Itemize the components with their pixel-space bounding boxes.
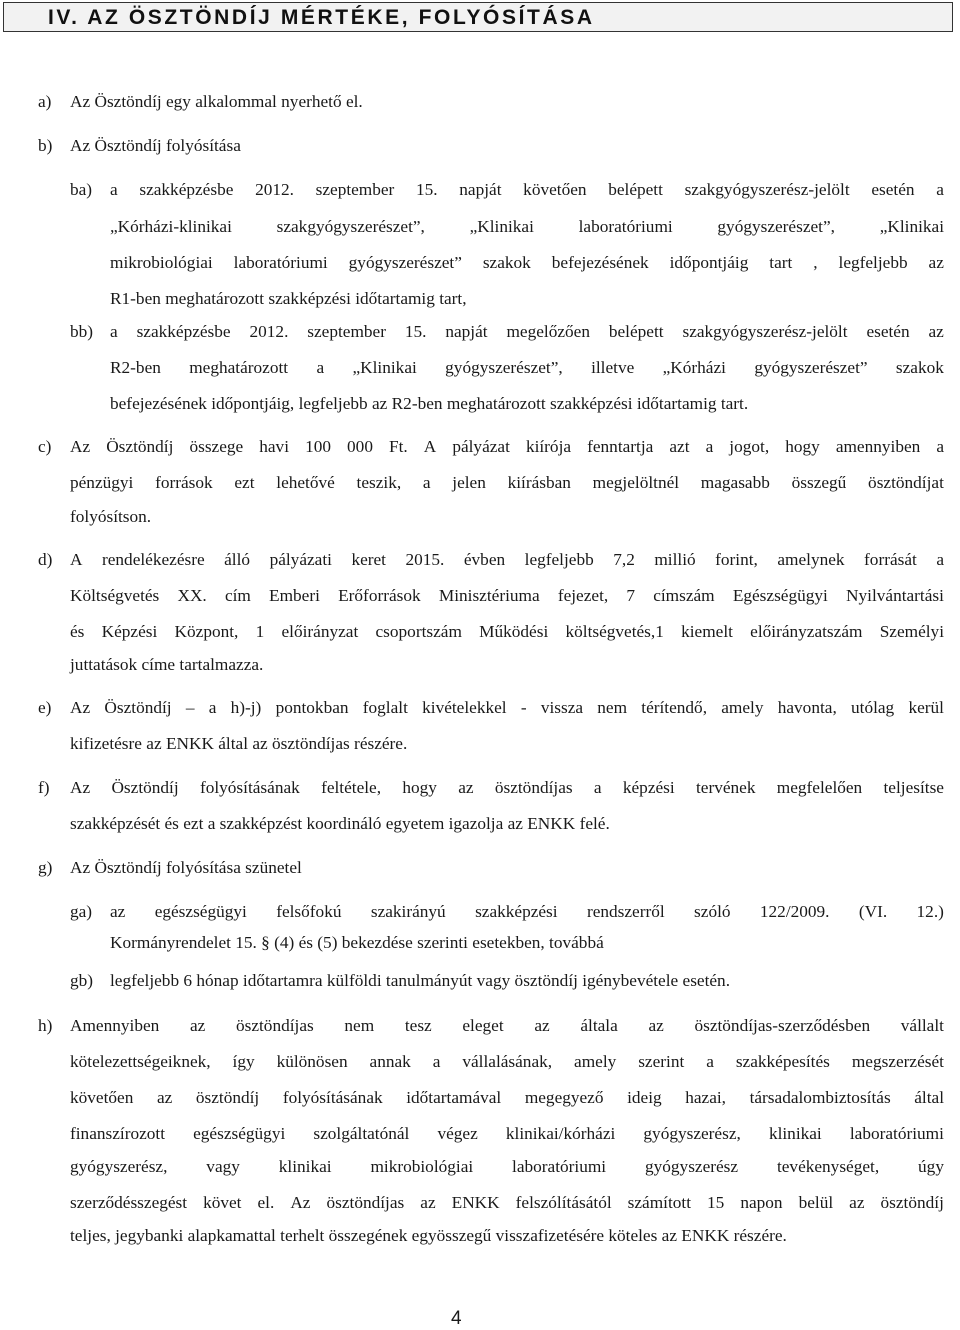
word: Egészségügyi (732, 586, 828, 605)
word: a (316, 358, 325, 377)
word: a (422, 473, 431, 492)
word: vagy (206, 1157, 240, 1176)
word: fejezet, (557, 586, 609, 605)
word: Ösztöndíj (111, 778, 179, 797)
word: klinikai/kórházi (505, 1124, 616, 1143)
word: egészségügyi (154, 902, 247, 921)
item-marker-f: f) (38, 778, 50, 797)
item-marker-a: a) (38, 92, 52, 111)
item-h-line: teljes, jegybanki alapkamattal terhelt összegének egyösszegű visszafizetésére köteles az ENKK részére. (70, 1226, 787, 1245)
item-marker-c: c) (38, 437, 52, 456)
word: gyógyszerészet”, (445, 358, 563, 377)
word: szakgyógyszerész-jelölt (682, 322, 848, 341)
word: teszik, (356, 473, 402, 492)
word: 122/2009. (759, 902, 830, 921)
word: laboratóriumi (233, 253, 328, 272)
word: magasabb (700, 473, 770, 492)
word: 7,2 (613, 550, 635, 569)
word: számított (627, 1193, 692, 1212)
word: az (458, 778, 474, 797)
item-d-line: juttatások címe tartalmazza. (70, 655, 264, 674)
word: Az (70, 437, 91, 456)
item-marker-h: h) (38, 1016, 53, 1035)
word: tevékenységet, (776, 1157, 880, 1176)
section-heading: IV. AZ ÖSZTÖNDÍJ MÉRTÉKE, FOLYÓSÍTÁSA (48, 6, 595, 29)
word: felszólításától (515, 1193, 612, 1212)
word: és (70, 622, 85, 641)
word: amelynek (777, 550, 845, 569)
word: képzési (622, 778, 675, 797)
item-d-line (70, 549, 944, 571)
word: ösztöndíjas (235, 1016, 314, 1035)
word: annak (369, 1052, 411, 1071)
word: keret (351, 550, 386, 569)
word: (VI. (858, 902, 888, 921)
word: így (232, 1052, 255, 1071)
word: úgy (918, 1157, 944, 1176)
item-d-line (70, 585, 944, 607)
word: szolgáltatónál (313, 1124, 410, 1143)
word: a (110, 180, 118, 199)
word: szerint (638, 1052, 685, 1071)
word: források (155, 473, 213, 492)
word: legfeljebb (838, 253, 908, 272)
word: gyógyszerészet” (348, 253, 462, 272)
word: A (70, 550, 83, 569)
word: havi (259, 437, 290, 456)
item-e-line (70, 697, 944, 719)
word: vállalt (900, 1016, 944, 1035)
word: a (706, 1052, 714, 1071)
word: pénzügyi (70, 473, 134, 492)
word: pályázat (452, 437, 510, 456)
word: 15. (404, 322, 427, 341)
word: Erőforrások (338, 586, 421, 605)
word: cím (224, 586, 251, 605)
word: napon (740, 1193, 783, 1212)
word: végez (437, 1124, 478, 1143)
word: 15. (415, 180, 438, 199)
word: „Klinikai (879, 217, 944, 236)
word: lehetővé (276, 473, 335, 492)
word: gyógyszerész, (643, 1124, 741, 1143)
word: az (156, 1088, 173, 1107)
word: Ft. (389, 437, 408, 456)
word: megfelelően (776, 778, 863, 797)
word: teljesítse (883, 778, 944, 797)
item-a-line: Az Ösztöndíj egy alkalommal nyerhető el. (70, 92, 363, 111)
item-c-line (70, 472, 944, 494)
word: klinikai (768, 1124, 822, 1143)
word: befejezésének (551, 253, 649, 272)
item-f-line: szakképzését és ezt a szakképzést koordináló egyetem igazolja az ENKK felé. (70, 814, 610, 833)
word: illetve (591, 358, 635, 377)
item-h-line (70, 1123, 944, 1145)
word: belépett (608, 180, 663, 199)
item-marker-g: g) (38, 858, 53, 877)
word: „Kórházi-klinikai (110, 217, 232, 236)
word: 1 (255, 622, 265, 641)
word: hogy (785, 437, 820, 456)
word: kiírója (525, 437, 572, 456)
word: Minisztériuma (438, 586, 540, 605)
word: összegű (791, 473, 847, 492)
word: Költségvetés (70, 586, 160, 605)
word: Ösztöndíj (106, 437, 174, 456)
word: „Klinikai (352, 358, 417, 377)
word: társadalombiztosítás (749, 1088, 891, 1107)
item-marker-d: d) (38, 550, 53, 569)
word: belépett (608, 322, 664, 341)
word: nem (344, 1016, 375, 1035)
item-bb-line (110, 357, 944, 379)
item-h-line (70, 1015, 944, 1037)
word: megszerzését (851, 1052, 944, 1071)
item-marker-bb: bb) (70, 322, 94, 341)
word: kerül (908, 698, 944, 717)
word: folyósításának (199, 778, 300, 797)
word: tervének (696, 778, 756, 797)
section-heading-box (3, 2, 953, 32)
word: az (849, 1193, 865, 1212)
word: gyógyszerészet” (754, 358, 868, 377)
word: szakképzésbe (139, 180, 234, 199)
word: szakképzési (475, 902, 558, 921)
word: folyósításának (282, 1088, 383, 1107)
word: Nyilvántartási (846, 586, 944, 605)
word: a (936, 180, 944, 199)
word: egészségügyi (193, 1124, 286, 1143)
word: szakképzésbe (136, 322, 231, 341)
word: Ösztöndíj (104, 698, 172, 717)
word: a (936, 437, 944, 456)
word: összege (189, 437, 244, 456)
item-bb-line: befejezésének időpontjáig, legfeljebb az R2-ben meghatározott szakképzési időtartamig tart. (110, 394, 749, 413)
word: szerződésszegést (70, 1193, 188, 1212)
word: esetén (871, 180, 915, 199)
word: Képzési (101, 622, 158, 641)
word: megegyező (524, 1088, 604, 1107)
word: napját (445, 322, 488, 341)
word: általa (580, 1016, 618, 1035)
word: meghatározott (189, 358, 289, 377)
item-gb-line: legfeljebb 6 hónap időtartamra külföldi tanulmányút vagy ösztöndíj igénybevétele esetén. (110, 971, 731, 990)
word: követően (523, 180, 587, 199)
word: ideig (627, 1088, 662, 1107)
word: jelen (452, 473, 486, 492)
word: ösztöndíj (195, 1088, 260, 1107)
word: az (189, 1016, 206, 1035)
word: finanszírozott (70, 1124, 166, 1143)
word: szeptember (315, 180, 395, 199)
word: Központ, (174, 622, 239, 641)
word: szakirányú (370, 902, 446, 921)
word: által (914, 1088, 944, 1107)
word: amely (574, 1052, 617, 1071)
word: 15 (707, 1193, 725, 1212)
word: mikrobiológiai (110, 253, 213, 272)
item-ba-line: R1-ben meghatározott szakképzési időtartamig tart, (110, 289, 467, 308)
word: laboratóriumi (512, 1157, 607, 1176)
word: ezt (234, 473, 255, 492)
word: tesz (404, 1016, 432, 1035)
word: követ (203, 1193, 242, 1212)
item-ba-line (110, 252, 944, 274)
word: laboratóriumi (578, 217, 673, 236)
word: kivételekkel (422, 698, 507, 717)
word: belül (798, 1193, 834, 1212)
word: álló (224, 550, 251, 569)
word: 12.) (916, 902, 944, 921)
word: feltétele, (321, 778, 382, 797)
word: térítendő, (641, 698, 708, 717)
word: 2012. (255, 180, 294, 199)
word: az (534, 1016, 550, 1035)
word: szóló (694, 902, 731, 921)
word: ENKK (451, 1193, 500, 1212)
word: laboratóriumi (849, 1124, 944, 1143)
word: h)-j) (230, 698, 262, 717)
word: forint, (715, 550, 758, 569)
word: Amennyiben (70, 1016, 160, 1035)
word: 2015. (405, 550, 445, 569)
word: a (705, 437, 714, 456)
word: „Kórházi (662, 358, 726, 377)
item-h-line (70, 1192, 944, 1214)
word: megelőzően (506, 322, 590, 341)
word: eleget (462, 1016, 504, 1035)
item-ba-line (110, 179, 944, 201)
word: amely (721, 698, 764, 717)
word: pályázati (269, 550, 332, 569)
word: Emberi (269, 586, 320, 605)
word: 7 (626, 586, 636, 605)
word: havonta, (777, 698, 837, 717)
item-g-line: Az Ösztöndíj folyósítása szünetel (70, 858, 302, 877)
word: szakok (482, 253, 531, 272)
word: XX. (177, 586, 207, 605)
word: szakgyógyszerész-jelölt (684, 180, 850, 199)
word: előirányzat (281, 622, 359, 641)
word: legfeljebb (524, 550, 594, 569)
word: ösztöndíjat (868, 473, 944, 492)
word: rendelékezésre (101, 550, 205, 569)
word: az (110, 902, 126, 921)
item-c-line: folyósítson. (70, 507, 152, 526)
word: az (928, 253, 944, 272)
word: , (813, 253, 818, 272)
word: az (648, 1016, 664, 1035)
word: időtartamával (406, 1088, 502, 1107)
word: millió (654, 550, 696, 569)
word: szakképesítés (735, 1052, 830, 1071)
word: Az (70, 698, 91, 717)
word: szeptember (307, 322, 386, 341)
word: Az (290, 1193, 311, 1212)
word: napját (459, 180, 502, 199)
item-ga-line (110, 901, 944, 923)
word: felsőfokú (276, 902, 342, 921)
word: foglalt (362, 698, 408, 717)
word: gyógyszerész (644, 1157, 739, 1176)
word: mikrobiológiai (370, 1157, 474, 1176)
word: az (420, 1193, 436, 1212)
item-e-line: kifizetésre az ENKK által az ösztöndíjas részére. (70, 734, 408, 753)
word: 000 (347, 437, 373, 456)
word: a (936, 550, 944, 569)
word: amennyiben (835, 437, 921, 456)
item-ga-line: Kormányrendelet 15. § (4) és (5) bekezdése szerinti esetekben, továbbá (110, 933, 604, 952)
item-marker-gb: gb) (70, 971, 94, 990)
word: 2012. (249, 322, 289, 341)
word: fenntartja (587, 437, 654, 456)
word: előirányzatszám (750, 622, 863, 641)
word: szakgyógyszerészet”, (276, 217, 425, 236)
word: tart (769, 253, 793, 272)
word: költségvetés,1 (565, 622, 664, 641)
word: vissza (540, 698, 584, 717)
item-marker-b: b) (38, 136, 53, 155)
item-h-line (70, 1156, 944, 1178)
item-marker-e: e) (38, 698, 52, 717)
word: ösztöndíjas (494, 778, 573, 797)
word: „Klinikai (469, 217, 534, 236)
word: gyógyszerészet”, (717, 217, 835, 236)
word: utólag (851, 698, 895, 717)
word: időpontjáig (669, 253, 749, 272)
word: követően (70, 1088, 134, 1107)
word: esetén (866, 322, 910, 341)
item-h-line (70, 1051, 944, 1073)
word: címszám (653, 586, 715, 605)
item-b-line: Az Ösztöndíj folyósítása (70, 136, 241, 155)
item-marker-ga: ga) (70, 902, 93, 921)
page-number: 4 (451, 1308, 462, 1329)
word: hazai, (685, 1088, 726, 1107)
word: nem (597, 698, 628, 717)
word: jogot, (729, 437, 770, 456)
word: különösen (276, 1052, 348, 1071)
word: ösztöndíjas-szerződésben (694, 1016, 871, 1035)
word: ösztöndíj (880, 1193, 944, 1212)
item-marker-ba: ba) (70, 180, 93, 199)
word: azt (669, 437, 690, 456)
word: vállalásának, (462, 1052, 553, 1071)
word: szakok (895, 358, 944, 377)
word: forrását (864, 550, 917, 569)
word: el. (257, 1193, 275, 1212)
word: A (423, 437, 437, 456)
word: pontokban (275, 698, 349, 717)
word: 100 (305, 437, 331, 456)
item-h-line (70, 1087, 944, 1109)
word: - (520, 698, 527, 717)
word: gyógyszerész, (70, 1157, 168, 1176)
word: – (185, 698, 195, 717)
word: Személyi (879, 622, 944, 641)
word: kiemelt (681, 622, 733, 641)
word: Az (70, 778, 91, 797)
item-f-line (70, 777, 944, 799)
word: hogy (402, 778, 437, 797)
word: R2-ben (110, 358, 161, 377)
word: a (110, 322, 118, 341)
word: ösztöndíjas (326, 1193, 405, 1212)
item-ba-line (110, 216, 944, 238)
item-bb-line (110, 321, 944, 343)
word: megjelöltnél (592, 473, 680, 492)
word: évben (463, 550, 506, 569)
word: csoportszám (375, 622, 462, 641)
word: kötelezettségeiknek, (70, 1052, 211, 1071)
word: kiírásban (507, 473, 571, 492)
word: klinikai (278, 1157, 332, 1176)
word: rendszerről (586, 902, 665, 921)
word: Működési (479, 622, 549, 641)
item-c-line (70, 436, 944, 458)
word: a (593, 778, 602, 797)
word: a (432, 1052, 441, 1071)
word: az (928, 322, 944, 341)
word: a (208, 698, 217, 717)
item-d-line (70, 621, 944, 643)
